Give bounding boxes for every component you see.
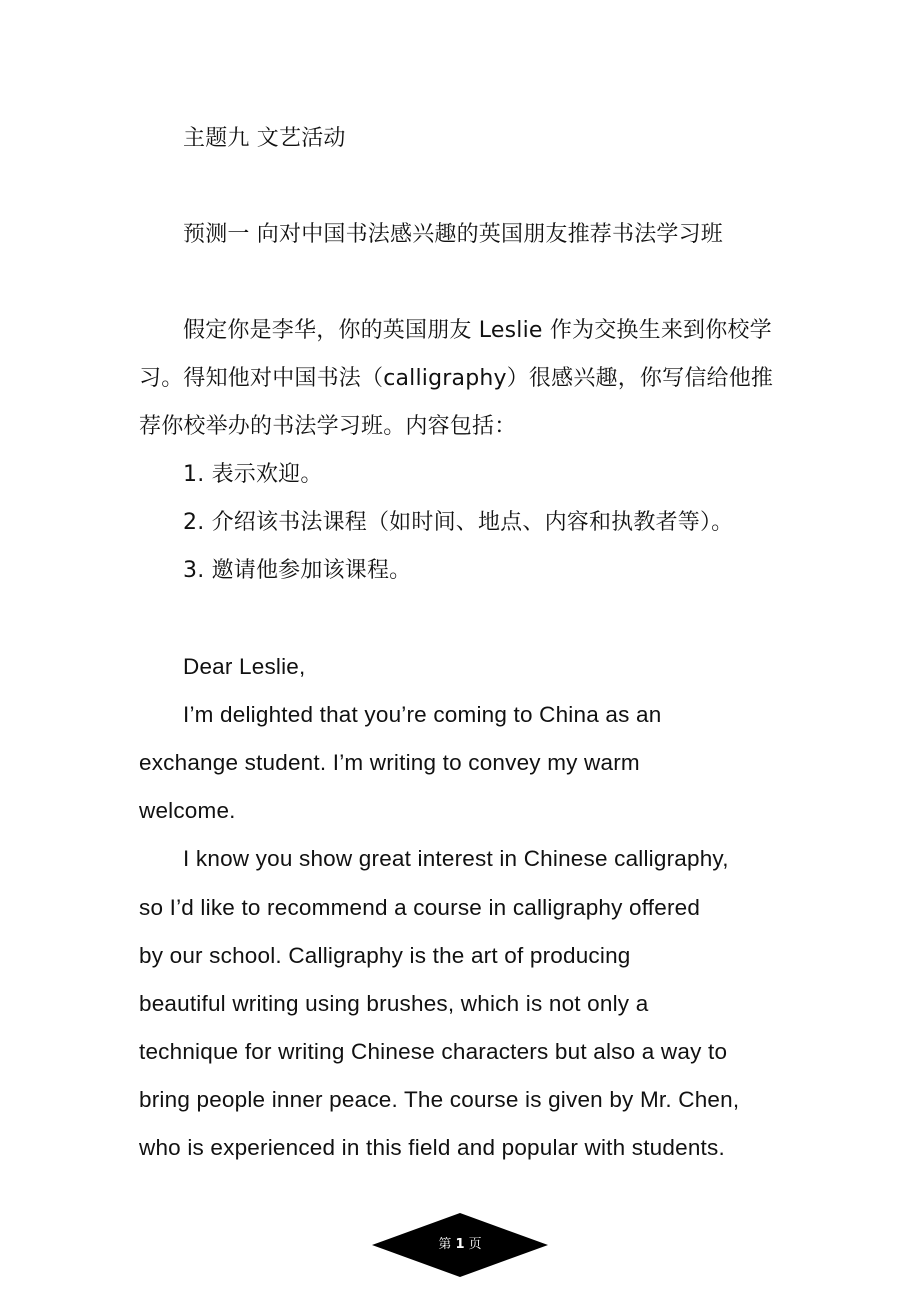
letter-paragraph-line: technique for writing Chinese characters but also a way to bbox=[139, 1039, 728, 1064]
page-number-label bbox=[372, 1233, 548, 1257]
requirement-item: 1. 表示欢迎。 bbox=[183, 462, 323, 487]
letter-paragraph-line: so I’d like to recommend a course in calligraphy offered bbox=[139, 895, 701, 920]
letter-paragraph-line: exchange student. I’m writing to convey my warm bbox=[139, 750, 640, 775]
page-number-suffix: 页 bbox=[468, 1237, 482, 1252]
page-number-prefix: 第 bbox=[438, 1237, 452, 1252]
prediction-subtitle: 预测一 向对中国书法感兴趣的英国朋友推荐书法学习班 bbox=[183, 222, 723, 247]
topic-title: 主题九 文艺活动 bbox=[183, 126, 346, 151]
requirement-item: 2. 介绍该书法课程（如时间、地点、内容和执教者等）。 bbox=[183, 510, 734, 535]
letter-paragraph-line: bring people inner peace. The course is given by Mr. Chen, bbox=[139, 1087, 740, 1112]
letter-paragraph-line: who is experienced in this field and popular with students. bbox=[139, 1135, 725, 1160]
letter-paragraph-line: I’m delighted that you’re coming to China as an bbox=[183, 702, 662, 727]
letter-paragraph-line: welcome. bbox=[139, 798, 236, 823]
prompt-line: 假定你是李华，你的英国朋友 Leslie 作为交换生来到你校学 bbox=[183, 318, 772, 343]
letter-salutation: Dear Leslie, bbox=[183, 654, 306, 679]
letter-paragraph-line: beautiful writing using brushes, which is not only a bbox=[139, 991, 649, 1016]
page-number: 1 bbox=[455, 1237, 465, 1252]
letter-paragraph-line: I know you show great interest in Chinese calligraphy, bbox=[183, 846, 729, 871]
requirement-item: 3. 邀请他参加该课程。 bbox=[183, 558, 412, 583]
prompt-line: 荐你校举办的书法学习班。内容包括： bbox=[139, 414, 517, 439]
prompt-line: 习。得知他对中国书法（calligraphy）很感兴趣，你写信给他推 bbox=[139, 366, 774, 391]
letter-paragraph-line: by our school. Calligraphy is the art of producing bbox=[139, 943, 631, 968]
